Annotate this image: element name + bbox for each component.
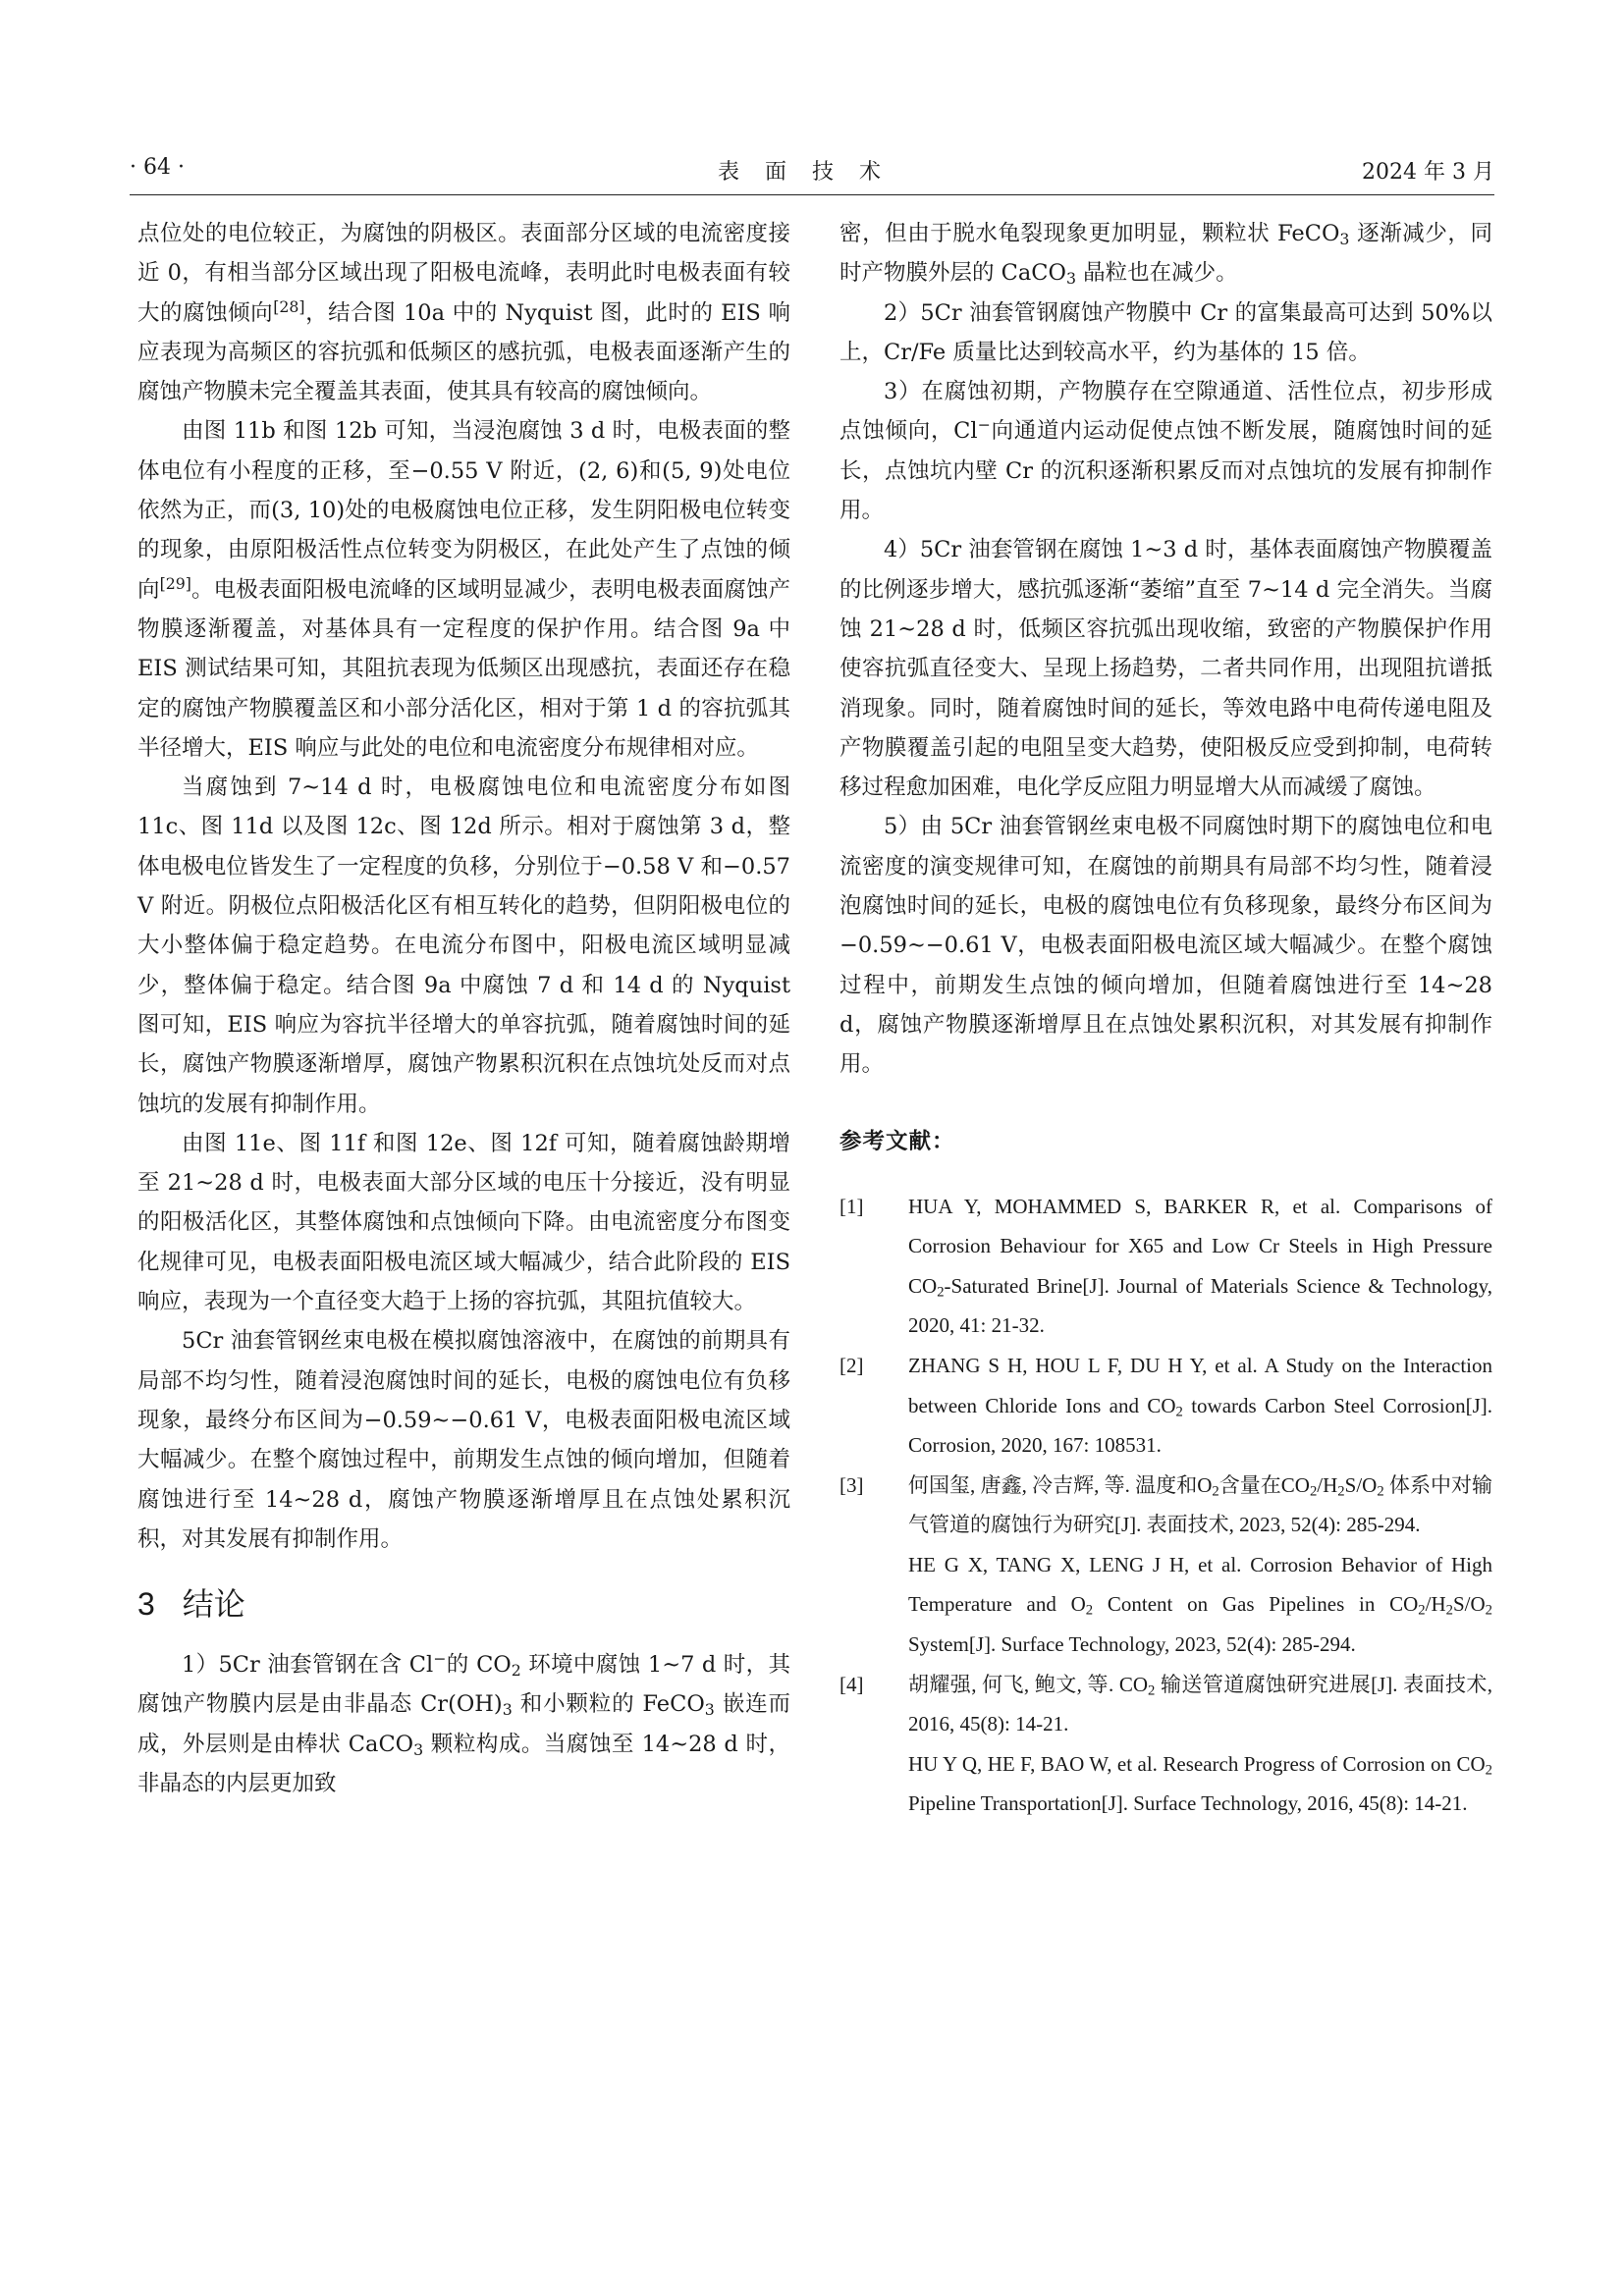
references-heading: 参考文献： [839,1128,955,1154]
reference-number: [4] [839,1672,864,1696]
section-number: 3 [137,1586,155,1623]
reference-number: [2] [839,1353,864,1377]
paragraph: 由图 11b 和图 12b 可知，当浸泡腐蚀 3 d 时，电极表面的整体电位有小程度的正移，至−0.55 V 附近，(2, 6)和(5, 9)处电位依然为正，而(3, 10)处的电极腐蚀电位正移，发生阴阳极电位转变的现象，由原阳极活性点位转变为阴极区，在此处产生了点蚀的倾向[29]。电极表面阳极电流峰的区域明显减少，表明电极表面腐蚀产物膜逐渐覆盖，对基体具有一定程度的保护作用。结合图 9a 中 EIS 测试结果可知，其阻抗表现为低频区出现感抗，表面还存在稳定的腐蚀产物膜覆盖区和小部分活化区，相对于第 1 d 的容抗弧其半径增大，EIS 响应与此处的电位和电流密度分布规律相对应。 [137,418,790,761]
left-column [137,214,790,1803]
conclusion-item: 5）由 5Cr 油套管钢丝束电极不同腐蚀时期下的腐蚀电位和电流密度的演变规律可知，在腐蚀的前期具有局部不均匀性，随着浸泡腐蚀时间的延长，电极的腐蚀电位有负移现象，最终分布区间为−0.59~−0.61 V，电极表面阳极电流区域大幅减少。在整个腐蚀过程中，前期发生点蚀的倾向增加，但随着腐蚀进行至 14~28 d，腐蚀产物膜逐渐增厚且在点蚀处累积沉积，对其发展有抑制作用。 [839,814,1492,1078]
paragraph: 点位处的电位较正，为腐蚀的阴极区。表面部分区域的电流密度接近 0，有相当部分区域出现了阳极电流峰，表明此时电极表面有较大的腐蚀倾向[28]，结合图 10a 中的 Nyquist 图，此时的 EIS 响应表现为高频区的容抗弧和低频区的感抗弧，电极表面逐渐产生的腐蚀产物膜未完全覆盖其表面，使其具有较高的腐蚀倾向。 [137,221,790,405]
conclusion-item: 2）5Cr 油套管钢腐蚀产物膜中 Cr 的富集最高可达到 50%以上，Cr/Fe 质量比达到较高水平，约为基体的 15 倍。 [839,299,1492,365]
conclusion-item: 3）在腐蚀初期，产物膜存在空隙通道、活性位点，初步形成点蚀倾向，Cl−向通道内运动促使点蚀不断发展，随腐蚀时间的延长，点蚀坑内壁 Cr 的沉积逐渐积累反而对点蚀坑的发展有抑制作用。 [839,379,1492,524]
header-rule [130,194,1494,195]
reference-item [839,1346,1492,1466]
reference-text: HUA Y, MOHAMMED S, BARKER R, et al. Comparisons of Corrosion Behaviour for X65 and Low Cr Steels in High Pressure $CO_2$-Saturated Brine[J]. Journal of Materials Science & Technology, 2020, 41: 21-32. [908,1194,1492,1338]
section-title: 结论 [182,1585,245,1624]
section-heading [137,1575,790,1633]
reference-item [839,1665,1492,1824]
reference-number: [3] [839,1472,864,1497]
conclusion-item: 1）5Cr 油套管钢在含 Cl−的 $CO_2$ 环境中腐蚀 1~7 d 时，其腐蚀产物膜内层是由非晶态 $Cr(OH)_3$ 和小颗粒的 FeCO$_3$ 嵌连而成，外层则是由棒状 CaCO$_3$ 颗粒构成。当腐蚀至 14~28 d 时，非晶态的内层更加致 [137,1649,791,1796]
reference-text: 何国玺, 唐鑫, 冷吉辉, 等. 温度和$O_2$含量在$CO_2/H_2S/O_2$ 体系中对输气管道的腐蚀行为研究[J]. 表面技术, 2023, 52(4): 285-294. HE G X, TANG X, LENG J H, et al. Corrosion Behavior of High Temperature and $O_2$ Content on Gas Pipelines in $CO_2/H_2S/O_2$ System[J]. Surface Technology, 2023, 52(4): 285-294. [908,1472,1492,1657]
paragraph: 由图 11e、图 11f 和图 12e、图 12f 可知，随着腐蚀龄期增至 21~28 d 时，电极表面大部分区域的电压十分接近，没有明显的阳极活化区，其整体腐蚀和点蚀倾向下降。由电流密度分布图变化规律可见，电极表面阳极电流区域大幅减少，结合此阶段的 EIS 响应，表现为一个直径变大趋于上扬的容抗弧，其阻抗值较大。 [137,1130,790,1315]
conclusion-item: 4）5Cr 油套管钢在腐蚀 1~3 d 时，基体表面腐蚀产物膜覆盖的比例逐步增大，感抗弧逐渐“萎缩”直至 7~14 d 完全消失。当腐蚀 21~28 d 时，低频区容抗弧出现收缩，致密的产物膜保护作用使容抗弧直径变大、呈现上扬趋势，二者共同作用，出现阻抗谱抵消现象。同时，随着腐蚀时间的延长，等效电路中电荷传递电阻及产物膜覆盖引起的电阻呈变大趋势，使阳极反应受到抑制，电荷转移过程愈加困难，电化学反应阻力明显增大从而减缓了腐蚀。 [839,537,1492,801]
running-header [130,155,1494,190]
issue-date: 2024 年 3 月 [1362,160,1494,185]
page-number: · 64 · [130,155,185,180]
reference-text: ZHANG S H, HOU L F, DU H Y, et al. A Study on the Interaction between Chloride Ions and $CO_2$ towards Carbon Steel Corrosion[J]. Corrosion, 2020, 167: 108531. [908,1353,1492,1458]
reference-text: 胡耀强, 何飞, 鲍文, 等. $CO_2$ 输送管道腐蚀研究进展[J]. 表面技术, 2016, 45(8): 14-21. HU Y Q, HE F, BAO W, et al. Research Progress of Corrosion on $CO_2$ Pipeline Transportation[J]. Surface Technology, 2016, 45(8): 14-21. [908,1672,1492,1816]
journal-title: 表面技术 [717,160,906,185]
paragraph: 当腐蚀到 7~14 d 时，电极腐蚀电位和电流密度分布如图 11c、图 11d 以及图 12c、图 12d 所示。相对于腐蚀第 3 d，整体电极电位皆发生了一定程度的负移，分别位于−0.58 V 和−0.57 V 附近。阴极位点阳极活化区有相互转化的趋势，但阴阳极电位的大小整体偏于稳定趋势。在电流分布图中，阳极电流区域明显减少，整体偏于稳定。结合图 9a 中腐蚀 7 d 和 14 d 的 Nyquist 图可知，EIS 响应为容抗半径增大的单容抗弧，随着腐蚀时间的延长，腐蚀产物膜逐渐增厚，腐蚀产物累积沉积在点蚀坑处反而对点蚀坑的发展有抑制作用。 [137,774,790,1117]
reference-number: [1] [839,1194,864,1218]
reference-list [839,1187,1492,1825]
paragraph: 密，但由于脱水龟裂现象更加明显，颗粒状 FeCO$_3$ 逐渐减少，同时产物膜外层的 CaCO$_3$ 晶粒也在减少。 [839,221,1493,289]
paragraph: 5Cr 油套管钢丝束电极在模拟腐蚀溶液中，在腐蚀的前期具有局部不均匀性，随着浸泡腐蚀时间的延长，电极的腐蚀电位有负移现象，最终分布区间为−0.59~−0.61 V，电极表面阳极电流区域大幅减少。在整个腐蚀过程中，前期发生点蚀的倾向增加，但随着腐蚀进行至 14~28 d，腐蚀产物膜逐渐增厚且在点蚀处累积沉积，对其发展有抑制作用。 [137,1328,790,1552]
reference-item [839,1466,1492,1665]
right-column [839,214,1492,1824]
reference-item [839,1187,1492,1346]
